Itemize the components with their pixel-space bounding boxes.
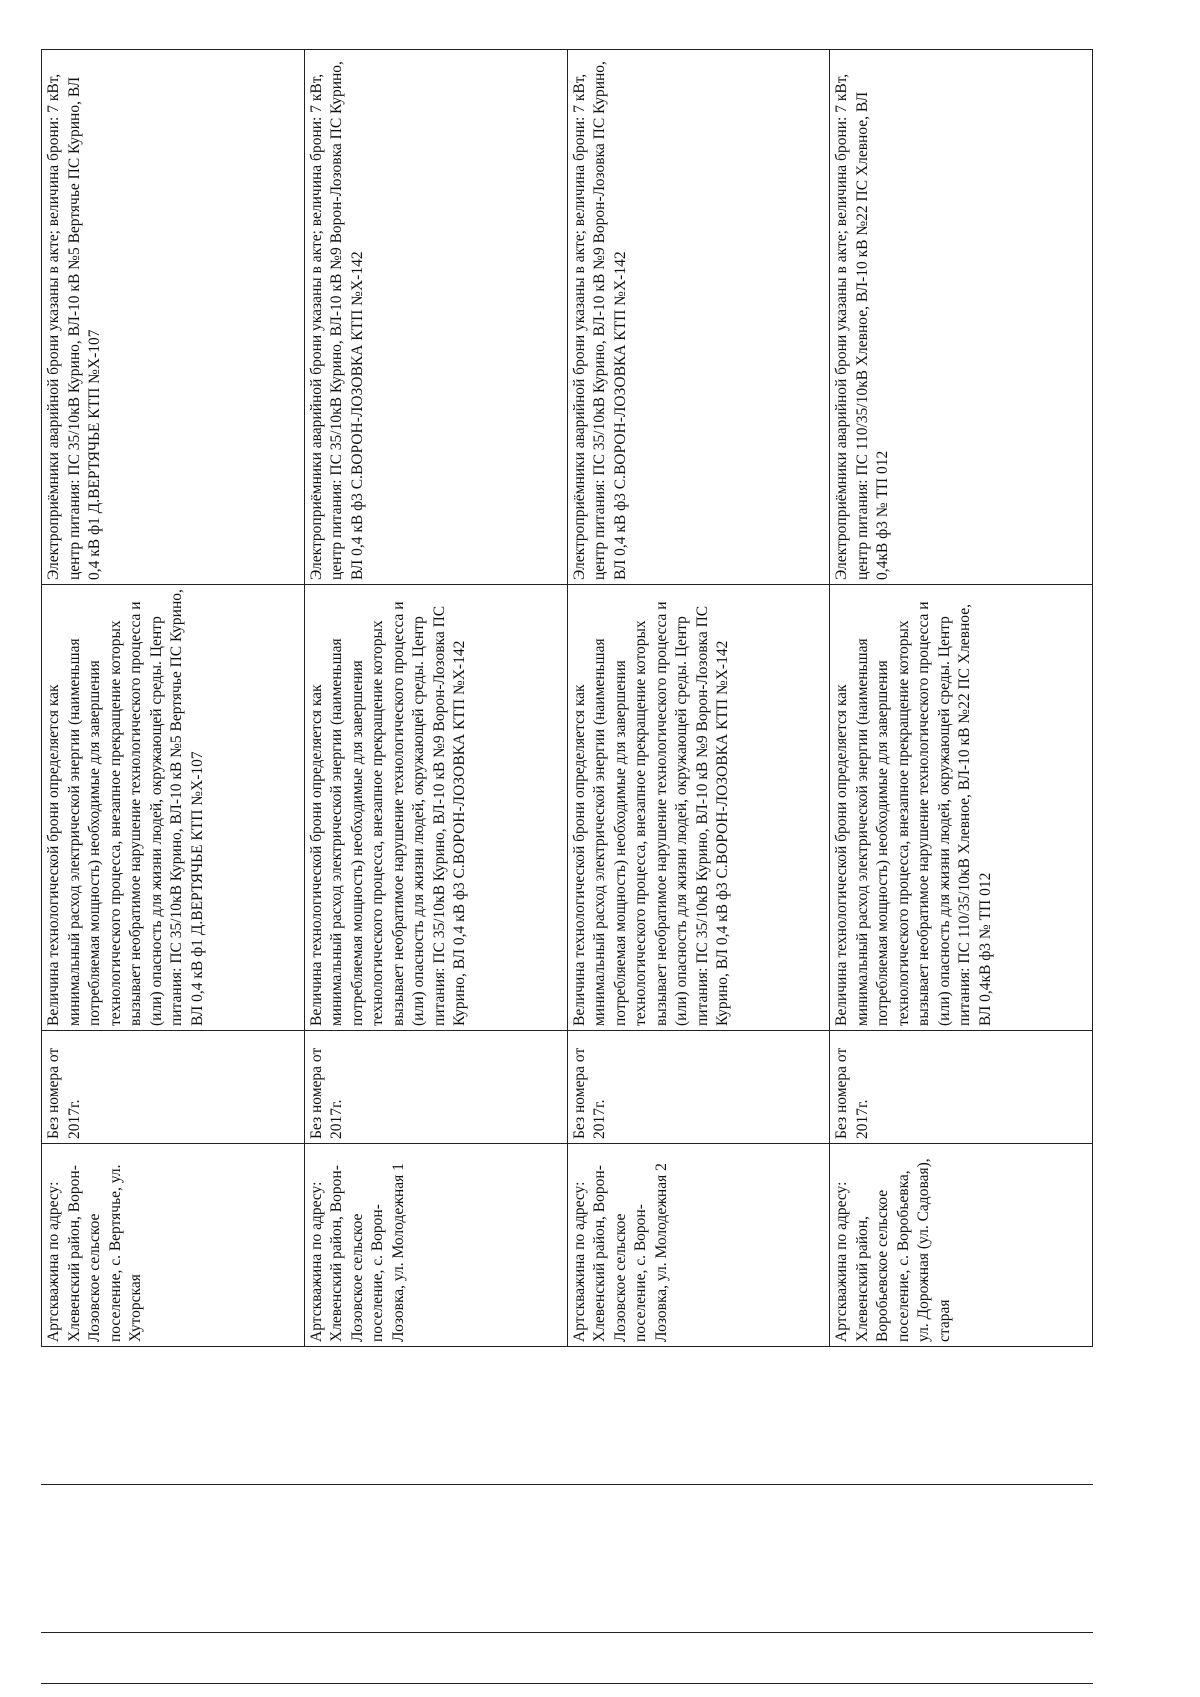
emergency-reserve-cell: Электроприёмники аварийной брони указаны в акте; величина брони: 7 кВт, центр питания: ПС 110/35/10кВ Хлевное, ВЛ-10 кВ №22 ПС Хлевное, ВЛ 0,4кВ ф3 № ТП 012 [830,50,1093,585]
tech-reserve-cell: Величина технологической брони определяется как минимальный расход электрической энергии (наименьшая потребляемая мощность) необходимые для завершения технологического процесса, внезапное прекращение которых вызывает необратимое нарушение технологического процесса и (или) опасность для жизни людей, окружающей среды. Центр питания: ПС 35/10кВ Курино, ВЛ-10 кВ №9 Ворон-Лозовка ПС Курино, ВЛ 0,4 кВ ф3 С.ВОРОН-ЛОЗОВКА КТП №Х-142 [304,585,567,1031]
document-cell: Без номера от 2017г. [42,1031,305,1144]
document-cell: Без номера от 2017г. [567,1031,830,1144]
emergency-reserve-cell: Электроприёмники аварийной брони указаны в акте; величина брони: 7 кВт, центр питания: ПС 35/10кВ Курино, ВЛ-10 кВ №9 Ворон-Лозовка ПС Курино, ВЛ 0,4 кВ ф3 С.ВОРОН-ЛОЗОВКА КТП №Х-142 [567,50,830,585]
horizontal-rule [41,1683,1093,1684]
reserve-table [41,49,1093,1347]
address-cell: Артскважина по адресу: Хлевенский район, Ворон-Лозовское сельское поселение, с. Вертячье, ул. Хуторская [42,1144,305,1347]
address-cell: Артскважина по адресу: Хлевенский район, Ворон-Лозовское сельское поселение, с. Ворон-Лозовка, ул. Молодежная 1 [304,1144,567,1347]
tech-reserve-cell: Величина технологической брони определяется как минимальный расход электрической энергии (наименьшая потребляемая мощность) необходимые для завершения технологического процесса, внезапное прекращение которых вызывает необратимое нарушение технологического процесса и (или) опасность для жизни людей, окружающей среды. Центр питания: ПС 35/10кВ Курино, ВЛ-10 кВ №9 Ворон-Лозовка ПС Курино, ВЛ 0,4 кВ ф3 С.ВОРОН-ЛОЗОВКА КТП №Х-142 [567,585,830,1031]
emergency-reserve-cell: Электроприёмники аварийной брони указаны в акте; величина брони: 7 кВт, центр питания: ПС 35/10кВ Курино, ВЛ-10 кВ №9 Ворон-Лозовка ПС Курино, ВЛ 0,4 кВ ф3 С.ВОРОН-ЛОЗОВКА КТП №Х-142 [304,50,567,585]
table-row [42,50,305,1347]
document-cell: Без номера от 2017г. [830,1031,1093,1144]
tech-reserve-cell: Величина технологической брони определяется как минимальный расход электрической энергии (наименьшая потребляемая мощность) необходимые для завершения технологического процесса, внезапное прекращение которых вызывает необратимое нарушение технологического процесса и (или) опасность для жизни людей, окружающей среды. Центр питания: ПС 35/10кВ Курино, ВЛ-10 кВ №5 Вертячье ПС Курино, ВЛ 0,4 кВ ф1 Д.ВЕРТЯЧЬЕ КТП №Х-107 [42,585,305,1031]
horizontal-rule [41,1484,1093,1485]
address-cell: Артскважина по адресу: Хлевенский район, Воробьевское сельское поселение, с. Воробьевка, ул. Дорожная (ул. Садовая), старая [830,1144,1093,1347]
emergency-reserve-cell: Электроприёмники аварийной брони указаны в акте; величина брони: 7 кВт, центр питания: ПС 35/10кВ Курино, ВЛ-10 кВ №5 Вертячье ПС Курино, ВЛ 0,4 кВ ф1 Д.ВЕРТЯЧЬЕ КТП №Х-107 [42,50,305,585]
tech-reserve-cell: Величина технологической брони определяется как минимальный расход электрической энергии (наименьшая потребляемая мощность) необходимые для завершения технологического процесса, внезапное прекращение которых вызывает необратимое нарушение технологического процесса и (или) опасность для жизни людей, окружающей среды. Центр питания: ПС 110/35/10кВ Хлевное, ВЛ-10 кВ №22 ПС Хлевное, ВЛ 0,4кВ ф3 № ТП 012 [830,585,1093,1031]
table-row [304,50,567,1347]
address-cell: Артскважина по адресу: Хлевенский район, Ворон-Лозовское сельское поселение, с. Ворон-Лозовка, ул. Молодежная 2 [567,1144,830,1347]
rotated-table-container [41,50,1093,1347]
table-row [567,50,830,1347]
table-row [830,50,1093,1347]
document-cell: Без номера от 2017г. [304,1031,567,1144]
horizontal-rule [41,1632,1093,1633]
